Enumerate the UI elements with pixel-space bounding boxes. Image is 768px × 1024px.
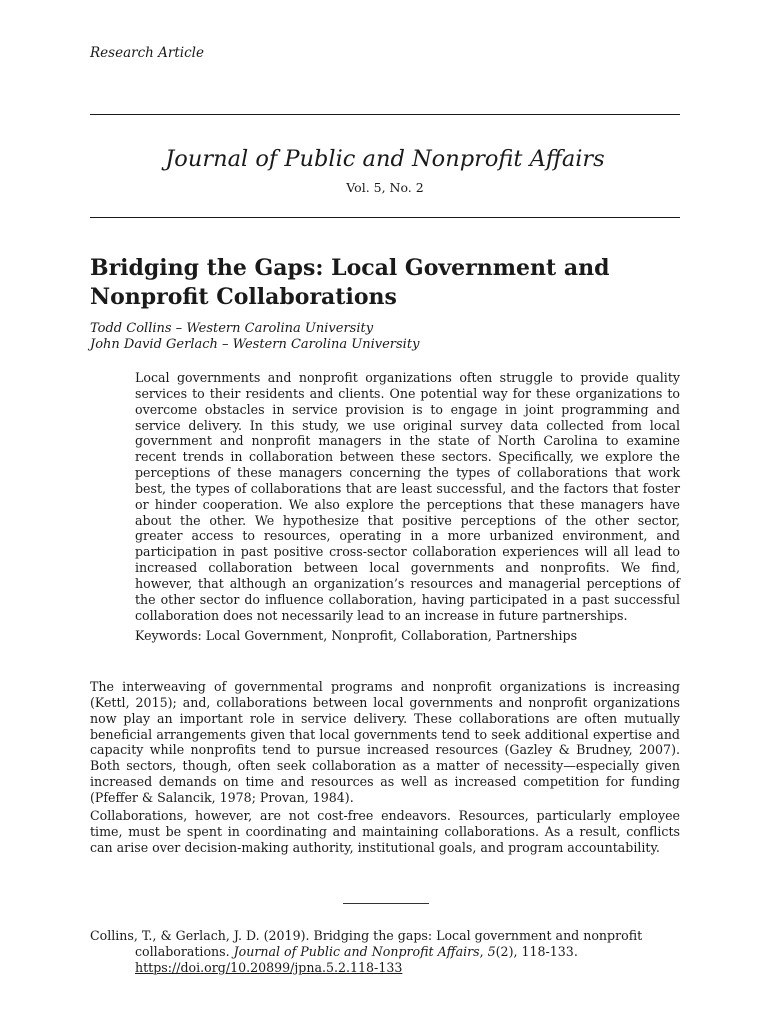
keywords: Keywords: Local Government, Nonprofit, Collaboration, Partnerships [135, 628, 578, 643]
abstract: Local governments and nonprofit organizations often struggle to provide quality services to their residents and clients. One potential way for these organizations to overcome obstacles in service provision is to engage in joint programming and service delivery. In this study, we use original survey data collected from local government and nonprofit managers in the state of North Carolina to examine recent trends in collaboration between these sectors. Specifically, we explore the perceptions of these managers concerning the types of collaborations that work best, the types of collaborations that are least successful, and the factors that foster or hinder cooperation. We also explore the perceptions that these managers have about the other. We hypothesize that positive perceptions of the other sector, greater access to resources, operating in a more urbanized environment, and participation in past positive cross-sector collaboration experiences will all lead to increased collaboration between local governments and nonprofits. We find, however, that although an organization’s resources and managerial perceptions of the other sector do influence collaboration, having participated in a past successful collaboration does not necessarily lead to an increase in future partnerships. [135, 370, 680, 623]
author-2: John David Gerlach – Western Carolina University [90, 337, 420, 352]
doi-link[interactable]: https://doi.org/10.20899/jpna.5.2.118-133 [135, 960, 403, 975]
header-bottom-rule [90, 217, 680, 218]
footnote-separator [343, 903, 429, 904]
citation-sep: , [479, 944, 488, 959]
article-title: Bridging the Gaps: Local Government and Nonprofit Collaborations [90, 255, 610, 310]
journal-title: Journal of Public and Nonprofit Affairs [165, 146, 605, 172]
article-type-label: Research Article [90, 45, 204, 61]
journal-volume: Vol. 5, No. 2 [346, 180, 424, 195]
author-list [90, 321, 419, 353]
body-paragraph-1: The interweaving of governmental programs and nonprofit organizations is increasing (Kettl, 2015); and, collaborations between local governments and nonprofit organizations now play an important role in service delivery. These collaborations are often mutually beneficial arrangements given that local governments tend to seek additional expertise and capacity while nonprofits tend to pursue increased resources (Gazley & Brudney, 2007). Both sectors, though, often seek collaboration as a matter of necessity—especially given increased demands on time and resources as well as increased competition for funding (Pfeffer & Salancik, 1978; Provan, 1984). [90, 679, 680, 805]
citation-issue-pages: (2), 118-133. [495, 944, 578, 959]
body-paragraph-2: Collaborations, however, are not cost-free endeavors. Resources, particularly employee time, must be spent in coordinating and maintaining collaborations. As a result, conflicts can arise over decision-making authority, institutional goals, and program accountability. [90, 808, 680, 855]
header-top-rule [90, 114, 680, 115]
citation-prefix: Collins, T., & Gerlach, J. D. (2019). Bridging the gaps: Local government and nonprofit collaborations. [90, 928, 643, 959]
citation [90, 928, 680, 976]
citation-volume: 5 [487, 944, 496, 959]
citation-journal: Journal of Public and Nonprofit Affairs [233, 944, 480, 959]
author-1: Todd Collins – Western Carolina University [90, 321, 374, 336]
